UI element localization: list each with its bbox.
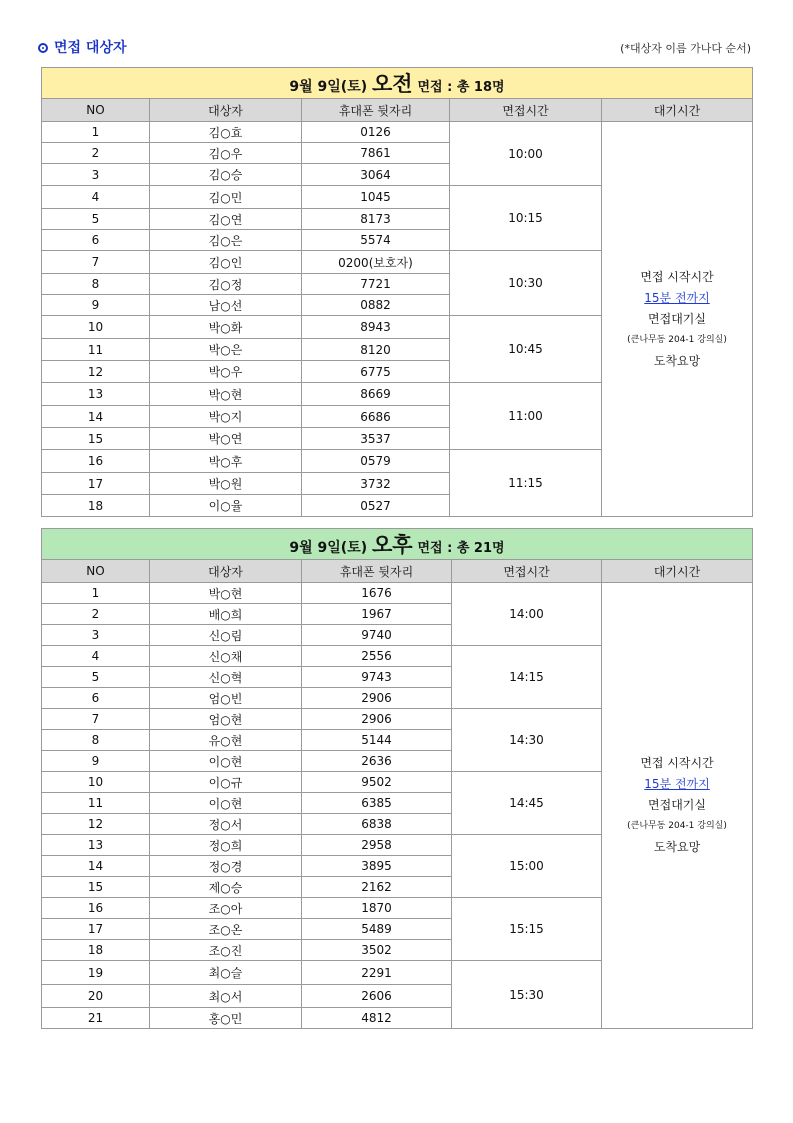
row-number: 20 bbox=[42, 985, 150, 1008]
interviewee-name: 박○은 bbox=[150, 339, 302, 361]
column-header-time: 면접시간 bbox=[450, 99, 602, 122]
phone-last-digits: 3895 bbox=[302, 856, 452, 877]
morning-column-headers bbox=[42, 99, 753, 122]
section-title bbox=[38, 37, 127, 57]
row-number: 4 bbox=[42, 646, 150, 667]
interviewee-name: 김○연 bbox=[150, 209, 302, 230]
interviewee-name: 박○원 bbox=[150, 473, 302, 495]
phone-last-digits: 2162 bbox=[302, 877, 452, 898]
interviewee-name: 박○후 bbox=[150, 450, 302, 473]
interviewee-name: 조○아 bbox=[150, 898, 302, 919]
phone-last-digits: 6775 bbox=[302, 361, 450, 383]
interviewee-name: 엄○빈 bbox=[150, 688, 302, 709]
row-number: 16 bbox=[42, 450, 150, 473]
interviewee-name: 김○민 bbox=[150, 186, 302, 209]
column-header-name: 대상자 bbox=[150, 560, 302, 583]
wait-line-room: 면접대기실 bbox=[648, 311, 706, 326]
phone-last-digits: 2556 bbox=[302, 646, 452, 667]
interviewee-name: 박○지 bbox=[150, 406, 302, 428]
row-number: 9 bbox=[42, 751, 150, 772]
phone-last-digits: 0579 bbox=[302, 450, 450, 473]
row-number: 4 bbox=[42, 186, 150, 209]
interview-time: 11:00 bbox=[450, 383, 602, 450]
wait-line-deadline: 15분 전까지 bbox=[644, 777, 710, 791]
row-number: 10 bbox=[42, 316, 150, 339]
interviewee-name: 김○승 bbox=[150, 164, 302, 186]
column-header-no: NO bbox=[42, 560, 150, 583]
phone-last-digits: 6385 bbox=[302, 793, 452, 814]
phone-last-digits: 0882 bbox=[302, 295, 450, 316]
row-number: 6 bbox=[42, 688, 150, 709]
phone-last-digits: 6686 bbox=[302, 406, 450, 428]
interviewee-name: 엄○현 bbox=[150, 709, 302, 730]
phone-last-digits: 8943 bbox=[302, 316, 450, 339]
phone-last-digits: 6838 bbox=[302, 814, 452, 835]
interview-time: 14:15 bbox=[452, 646, 602, 709]
interview-time: 10:30 bbox=[450, 251, 602, 316]
morning-table-title bbox=[42, 68, 753, 99]
interviewee-name: 박○연 bbox=[150, 428, 302, 450]
phone-last-digits: 2291 bbox=[302, 961, 452, 985]
interviewee-name: 박○화 bbox=[150, 316, 302, 339]
row-number: 19 bbox=[42, 961, 150, 985]
interviewee-name: 김○우 bbox=[150, 143, 302, 164]
row-number: 5 bbox=[42, 209, 150, 230]
phone-last-digits: 5489 bbox=[302, 919, 452, 940]
table-row bbox=[42, 583, 753, 604]
phone-last-digits: 2606 bbox=[302, 985, 452, 1008]
interview-time: 11:15 bbox=[450, 450, 602, 517]
interviewee-name: 이○현 bbox=[150, 793, 302, 814]
phone-last-digits: 7721 bbox=[302, 274, 450, 295]
interviewee-name: 이○현 bbox=[150, 751, 302, 772]
phone-last-digits: 0126 bbox=[302, 122, 450, 143]
phone-last-digits: 9502 bbox=[302, 772, 452, 793]
column-header-wait: 대기시간 bbox=[602, 560, 753, 583]
interview-time: 14:00 bbox=[452, 583, 602, 646]
afternoon-schedule-table bbox=[41, 528, 753, 1029]
phone-last-digits: 2906 bbox=[302, 709, 452, 730]
phone-last-digits: 2636 bbox=[302, 751, 452, 772]
phone-last-digits: 8669 bbox=[302, 383, 450, 406]
column-header-phone: 휴대폰 뒷자리 bbox=[302, 560, 452, 583]
phone-last-digits: 3732 bbox=[302, 473, 450, 495]
interviewee-name: 신○혁 bbox=[150, 667, 302, 688]
row-number: 18 bbox=[42, 940, 150, 961]
row-number: 15 bbox=[42, 428, 150, 450]
interviewee-name: 최○서 bbox=[150, 985, 302, 1008]
wait-line-start-time: 면접 시작시간 bbox=[640, 756, 714, 770]
afternoon-title-count: 면접 : 총 21명 bbox=[417, 541, 505, 556]
row-number: 17 bbox=[42, 473, 150, 495]
morning-schedule-table bbox=[41, 67, 753, 517]
phone-last-digits: 3537 bbox=[302, 428, 450, 450]
phone-last-digits: 1045 bbox=[302, 186, 450, 209]
phone-last-digits: 1676 bbox=[302, 583, 452, 604]
interviewee-name: 김○정 bbox=[150, 274, 302, 295]
interviewee-name: 박○현 bbox=[150, 383, 302, 406]
phone-last-digits: 0200(보호자) bbox=[302, 251, 450, 274]
column-header-name: 대상자 bbox=[150, 99, 302, 122]
row-number: 3 bbox=[42, 625, 150, 646]
row-number: 5 bbox=[42, 667, 150, 688]
phone-last-digits: 5144 bbox=[302, 730, 452, 751]
interviewee-name: 박○우 bbox=[150, 361, 302, 383]
morning-title-date: 9월 9일(토) bbox=[289, 79, 368, 95]
interview-time: 14:45 bbox=[452, 772, 602, 835]
phone-last-digits: 7861 bbox=[302, 143, 450, 164]
interviewee-name: 정○경 bbox=[150, 856, 302, 877]
row-number: 7 bbox=[42, 251, 150, 274]
afternoon-table-title bbox=[42, 529, 753, 560]
interviewee-name: 이○율 bbox=[150, 495, 302, 517]
column-header-no: NO bbox=[42, 99, 150, 122]
wait-line-start-time: 면접 시작시간 bbox=[640, 269, 714, 284]
phone-last-digits: 1870 bbox=[302, 898, 452, 919]
row-number: 8 bbox=[42, 730, 150, 751]
phone-last-digits: 5574 bbox=[302, 230, 450, 251]
interview-time: 10:00 bbox=[450, 122, 602, 186]
phone-last-digits: 2958 bbox=[302, 835, 452, 856]
phone-last-digits: 2906 bbox=[302, 688, 452, 709]
interviewee-name: 이○규 bbox=[150, 772, 302, 793]
row-number: 1 bbox=[42, 122, 150, 143]
interviewee-name: 제○승 bbox=[150, 877, 302, 898]
row-number: 13 bbox=[42, 835, 150, 856]
interviewee-name: 김○효 bbox=[150, 122, 302, 143]
interview-time: 15:30 bbox=[452, 961, 602, 1029]
row-number: 2 bbox=[42, 604, 150, 625]
afternoon-column-headers bbox=[42, 560, 753, 583]
row-number: 15 bbox=[42, 877, 150, 898]
wait-line-deadline: 15분 전까지 bbox=[644, 290, 710, 305]
morning-title-period: 오전 bbox=[372, 72, 413, 96]
row-number: 13 bbox=[42, 383, 150, 406]
sort-note: (*대상자 이름 가나다 순서) bbox=[620, 42, 751, 55]
column-header-wait: 대기시간 bbox=[602, 99, 753, 122]
morning-title-count: 면접 : 총 18명 bbox=[417, 80, 505, 95]
wait-line-arrive: 도착요망 bbox=[653, 353, 701, 368]
row-number: 2 bbox=[42, 143, 150, 164]
phone-last-digits: 8173 bbox=[302, 209, 450, 230]
row-number: 7 bbox=[42, 709, 150, 730]
row-number: 14 bbox=[42, 406, 150, 428]
row-number: 12 bbox=[42, 361, 150, 383]
interview-time: 10:45 bbox=[450, 316, 602, 383]
row-number: 1 bbox=[42, 583, 150, 604]
row-number: 6 bbox=[42, 230, 150, 251]
circle-bullet-icon bbox=[38, 43, 48, 53]
row-number: 11 bbox=[42, 339, 150, 361]
row-number: 14 bbox=[42, 856, 150, 877]
interviewee-name: 홍○민 bbox=[150, 1008, 302, 1029]
row-number: 12 bbox=[42, 814, 150, 835]
interview-time: 10:15 bbox=[450, 186, 602, 251]
row-number: 21 bbox=[42, 1008, 150, 1029]
row-number: 8 bbox=[42, 274, 150, 295]
interview-time: 15:00 bbox=[452, 835, 602, 898]
row-number: 9 bbox=[42, 295, 150, 316]
column-header-time: 면접시간 bbox=[452, 560, 602, 583]
interviewee-name: 김○인 bbox=[150, 251, 302, 274]
wait-line-room: 면접대기실 bbox=[648, 798, 706, 812]
column-header-phone: 휴대폰 뒷자리 bbox=[302, 99, 450, 122]
interviewee-name: 최○슬 bbox=[150, 961, 302, 985]
interviewee-name: 신○채 bbox=[150, 646, 302, 667]
wait-instructions bbox=[602, 122, 753, 517]
interviewee-name: 남○선 bbox=[150, 295, 302, 316]
row-number: 18 bbox=[42, 495, 150, 517]
row-number: 11 bbox=[42, 793, 150, 814]
interviewee-name: 조○온 bbox=[150, 919, 302, 940]
wait-instructions bbox=[602, 583, 753, 1029]
section-title-text: 면접 대상자 bbox=[54, 40, 127, 56]
phone-last-digits: 3064 bbox=[302, 164, 450, 186]
phone-last-digits: 9743 bbox=[302, 667, 452, 688]
phone-last-digits: 1967 bbox=[302, 604, 452, 625]
phone-last-digits: 8120 bbox=[302, 339, 450, 361]
wait-line-arrive: 도착요망 bbox=[653, 840, 701, 854]
interview-time: 14:30 bbox=[452, 709, 602, 772]
interviewee-name: 조○진 bbox=[150, 940, 302, 961]
afternoon-title-date: 9월 9일(토) bbox=[289, 540, 368, 556]
interviewee-name: 박○현 bbox=[150, 583, 302, 604]
interviewee-name: 정○서 bbox=[150, 814, 302, 835]
interviewee-name: 정○희 bbox=[150, 835, 302, 856]
row-number: 16 bbox=[42, 898, 150, 919]
phone-last-digits: 4812 bbox=[302, 1008, 452, 1029]
phone-last-digits: 0527 bbox=[302, 495, 450, 517]
phone-last-digits: 3502 bbox=[302, 940, 452, 961]
table-row bbox=[42, 122, 753, 143]
phone-last-digits: 9740 bbox=[302, 625, 452, 646]
interviewee-name: 배○희 bbox=[150, 604, 302, 625]
interviewee-name: 유○현 bbox=[150, 730, 302, 751]
row-number: 10 bbox=[42, 772, 150, 793]
row-number: 17 bbox=[42, 919, 150, 940]
row-number: 3 bbox=[42, 164, 150, 186]
wait-line-location: (큰나무동 204-1 강의실) bbox=[627, 334, 727, 345]
interviewee-name: 김○은 bbox=[150, 230, 302, 251]
interviewee-name: 신○림 bbox=[150, 625, 302, 646]
interview-time: 15:15 bbox=[452, 898, 602, 961]
afternoon-title-period: 오후 bbox=[372, 533, 413, 557]
wait-line-location: (큰나무동 204-1 강의실) bbox=[627, 821, 727, 831]
